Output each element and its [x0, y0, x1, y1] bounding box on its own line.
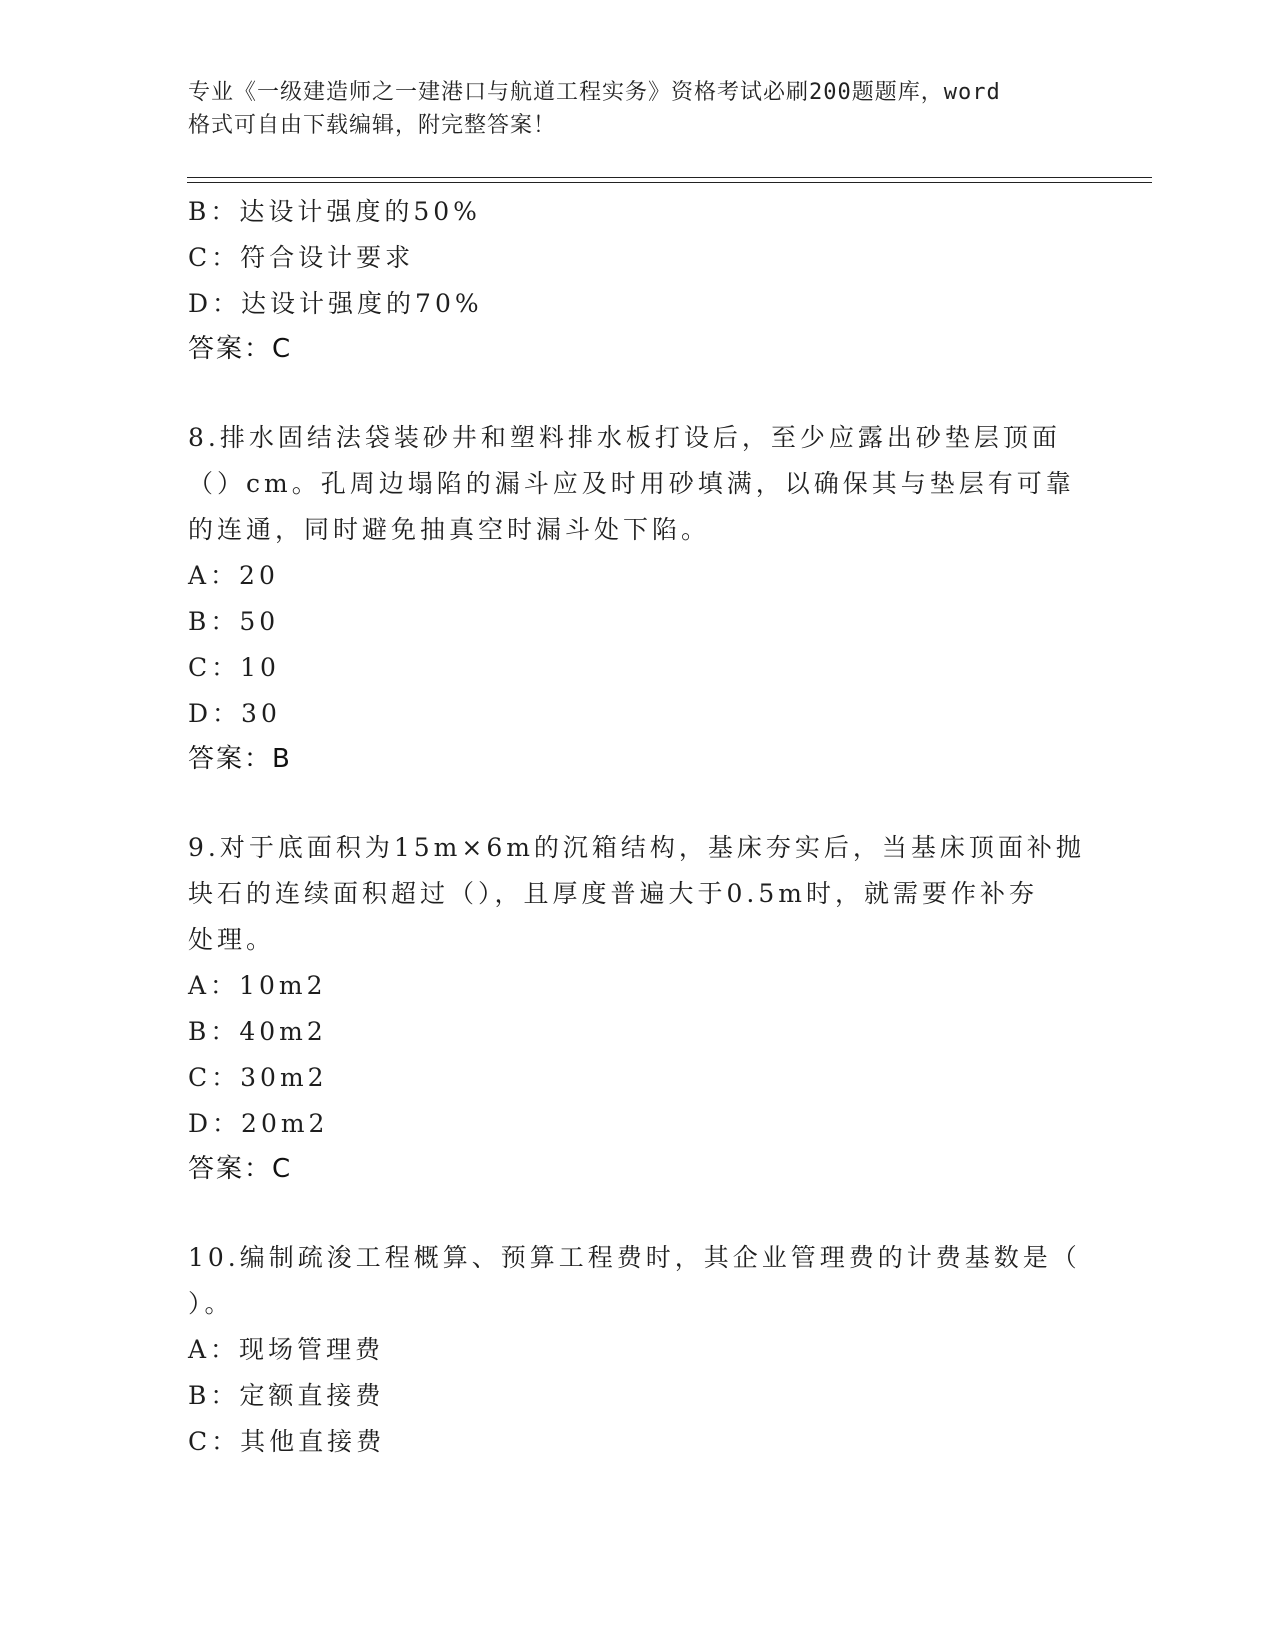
- question-text: （）cm。孔周边塌陷的漏斗应及时用砂填满，以确保其与垫层有可靠: [188, 469, 1075, 498]
- option-a: A：现场管理费: [188, 1335, 385, 1364]
- answer-label: 答案：C: [188, 1154, 293, 1184]
- option-d: D：30: [188, 699, 281, 728]
- question-text: 块石的连续面积超过（），且厚度普遍大于0.5m时，就需要作补夯: [188, 879, 1038, 908]
- option-d: D：20m2: [188, 1109, 329, 1138]
- option-b: B：定额直接费: [188, 1381, 385, 1410]
- question-10: [188, 1235, 1088, 1465]
- option-a: A：10m2: [188, 971, 327, 1000]
- option-c: C：符合设计要求: [188, 243, 415, 272]
- option-c: C：其他直接费: [188, 1427, 386, 1456]
- spacer: [188, 371, 1088, 415]
- question-9: [188, 825, 1088, 1191]
- spacer: [188, 1191, 1088, 1235]
- question-7-continued: [188, 189, 1088, 371]
- option-d: D：达设计强度的70%: [188, 289, 483, 318]
- question-text: 8.排水固结法袋装砂井和塑料排水板打设后，至少应露出砂垫层顶面: [188, 423, 1061, 452]
- option-b: B：40m2: [188, 1017, 327, 1046]
- question-text: 10.编制疏浚工程概算、预算工程费时，其企业管理费的计费基数是（: [188, 1243, 1081, 1272]
- question-text: 的连通，同时避免抽真空时漏斗处下陷。: [188, 515, 711, 544]
- header-title-line-2: 格式可自由下载编辑，附完整答案！: [188, 113, 557, 138]
- question-8: [188, 415, 1088, 781]
- question-text: ）。: [188, 1289, 234, 1318]
- option-b: B：50: [188, 607, 280, 636]
- option-b: B：达设计强度的50%: [188, 197, 481, 226]
- answer-label: 答案：B: [188, 744, 292, 774]
- option-c: C：10: [188, 653, 280, 682]
- header-title-line-1: 专业《一级建造师之一建港口与航道工程实务》资格考试必刷200题题库，word: [188, 80, 1001, 105]
- header-divider-bottom: [187, 182, 1152, 183]
- spacer: [188, 781, 1088, 825]
- answer-label: 答案：C: [188, 334, 293, 364]
- question-content: [188, 189, 1088, 1465]
- question-text: 处理。: [188, 925, 276, 954]
- document-header: [188, 76, 1088, 142]
- option-a: A：20: [188, 561, 279, 590]
- header-divider-top: [187, 177, 1152, 178]
- question-text: 9.对于底面积为15m×6m的沉箱结构，基床夯实后，当基床顶面补抛: [188, 833, 1085, 862]
- option-c: C：30m2: [188, 1063, 328, 1092]
